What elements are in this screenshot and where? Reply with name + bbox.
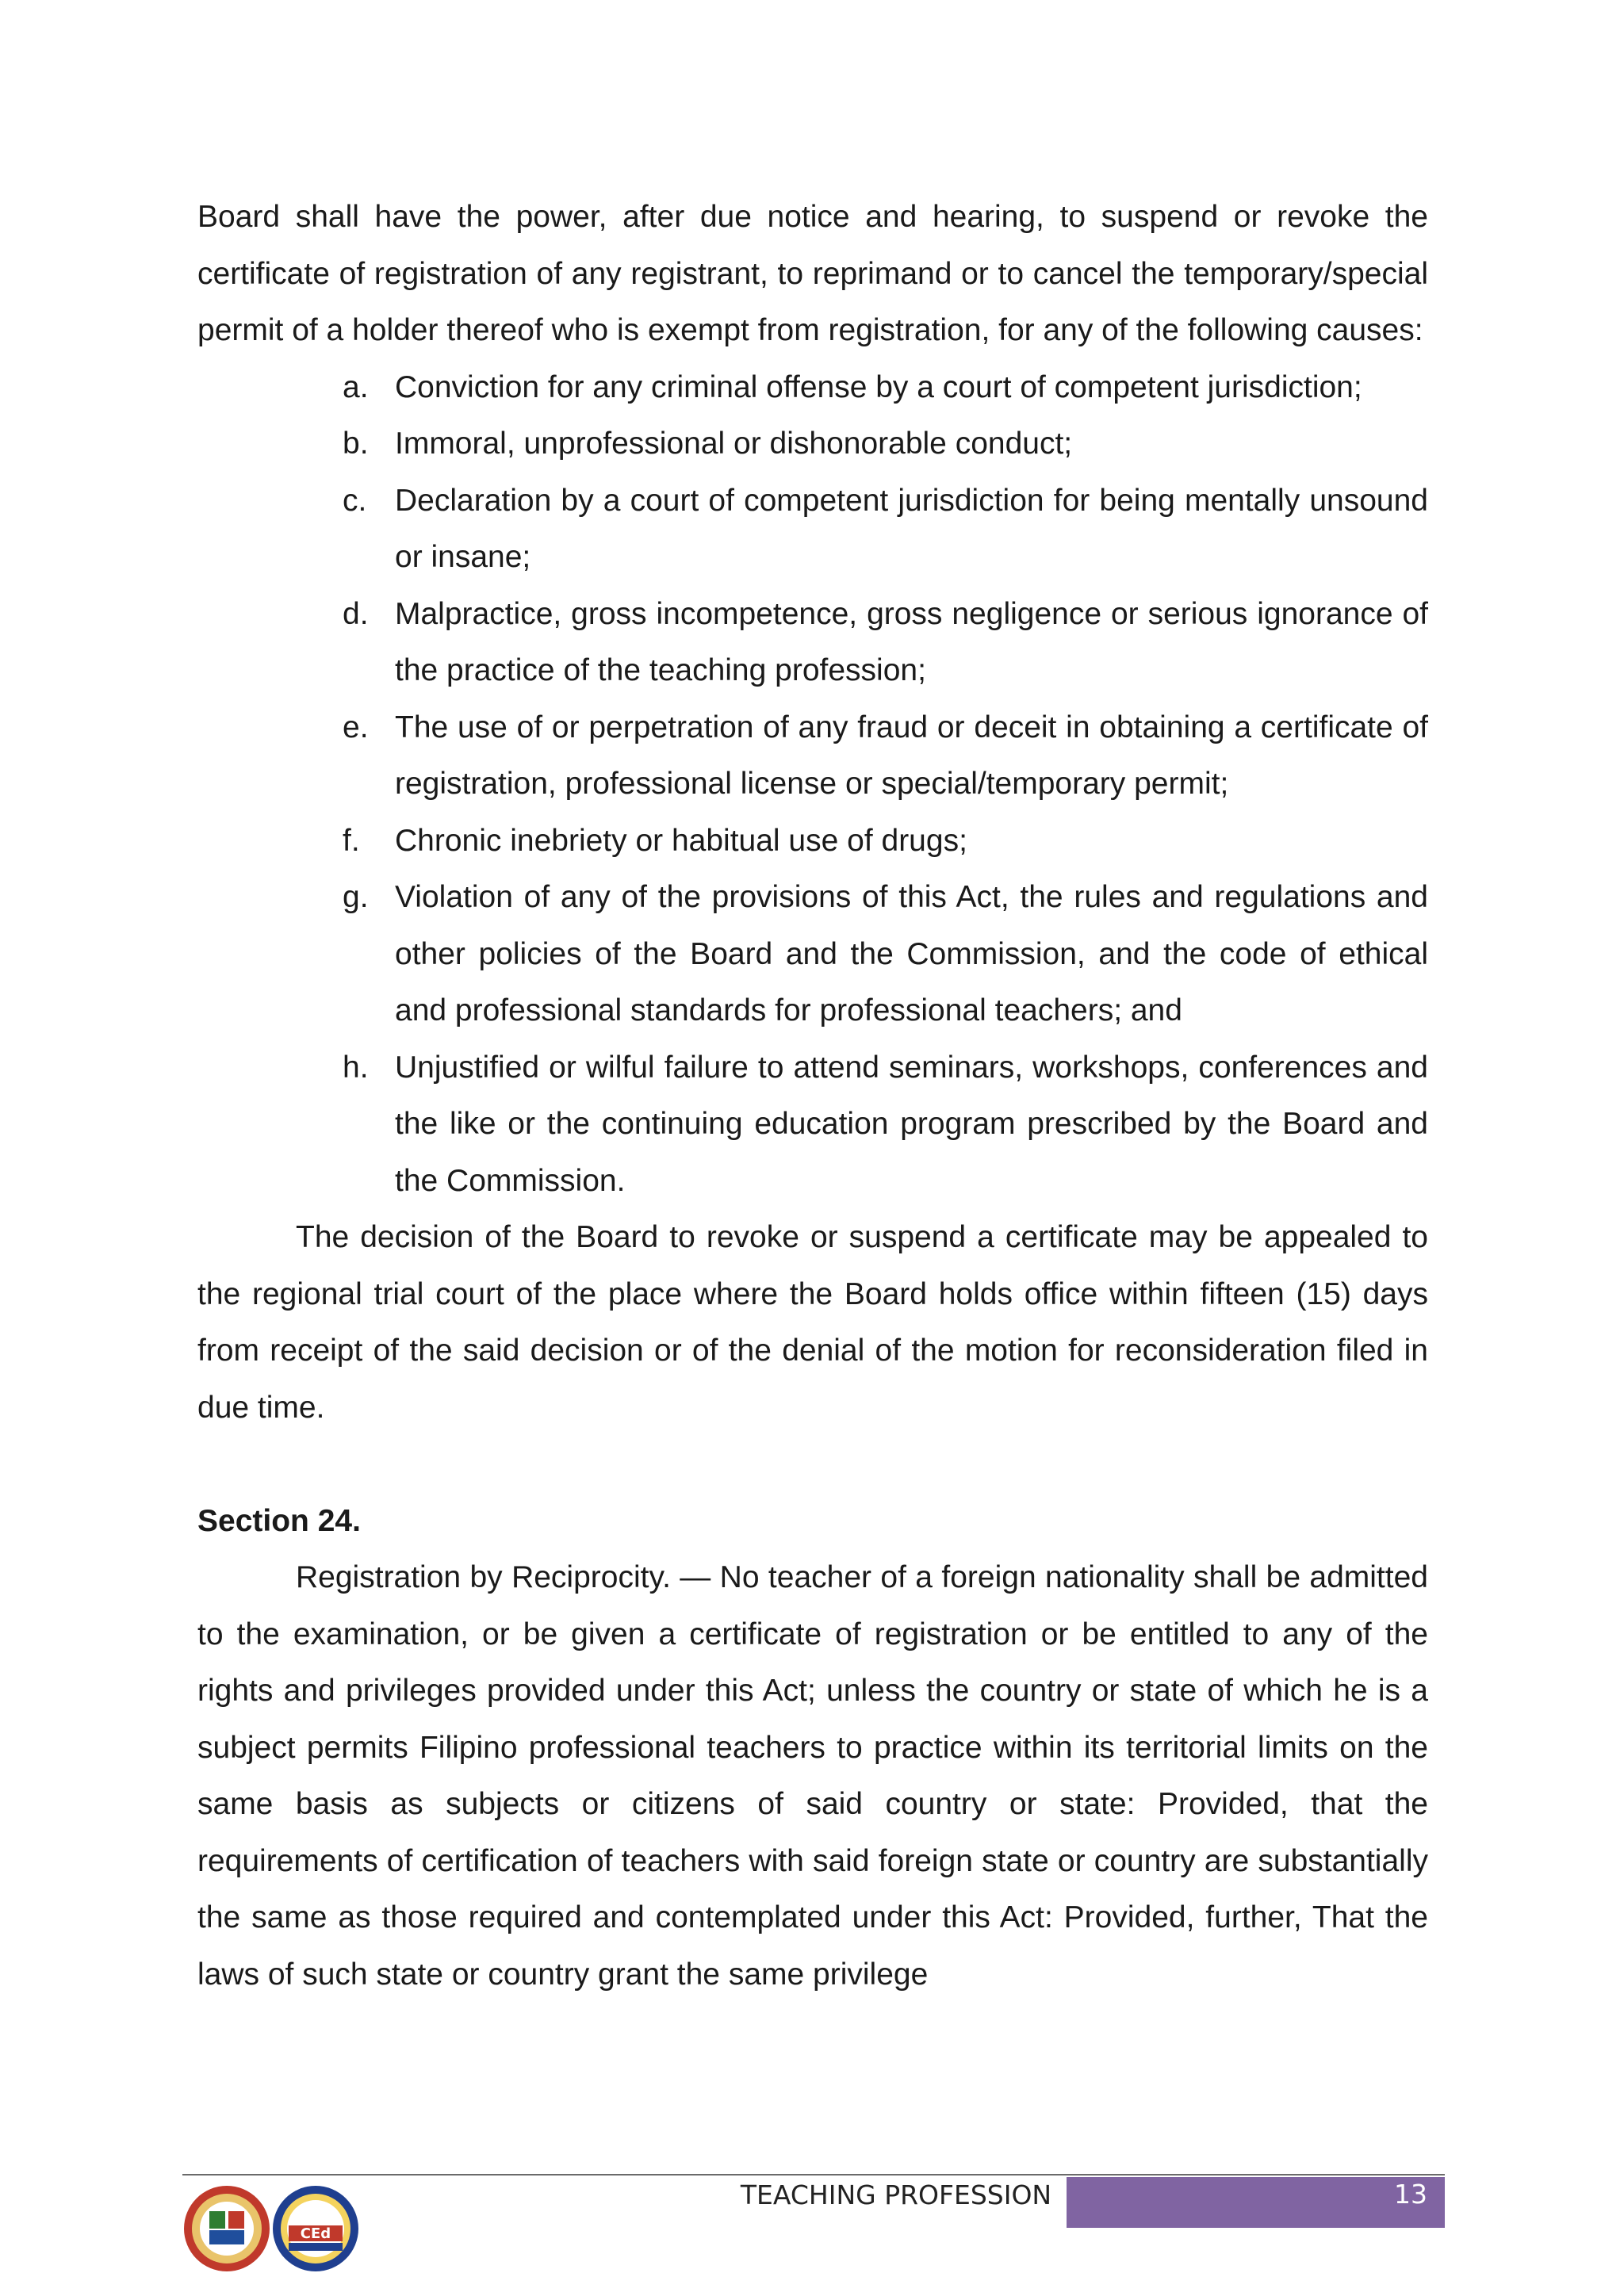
list-item-text: Chronic inebriety or habitual use of drugs; xyxy=(395,823,967,858)
list-item xyxy=(343,813,1428,870)
section-heading: Section 24. xyxy=(197,1503,361,1538)
list-item-text: The use of or perpetration of any fraud or deceit in obtaining a certificate of registration, professional license or special/temporary permit; xyxy=(395,710,1428,801)
list-item xyxy=(343,473,1428,586)
section-paragraph: Registration by Reciprocity. — No teacher of a foreign nationality shall be admitted to the examination, or be given a certificate of registration or be entitled to any of the rights and privileges provided under this Act; unless the country or state of which he is a subject permits Filipino professional teachers to practice within its territorial limits on the same basis as subjects or citizens of said country or state: Provided, that the requirements of certification of teachers with said foreign state or country are substantially the same as those required and contemplated under this Act: Provided, further, That the laws of such state or country grant the same privilege xyxy=(197,1560,1428,1992)
list-marker: b. xyxy=(343,427,369,461)
footer-title: TEACHING PROFESSION xyxy=(740,2179,1052,2210)
intro-paragraph: Board shall have the power, after due notice and hearing, to suspend or revoke the certificate of registration of any registrant, to reprimand or to cancel the temporary/special permit of a holder thereof who is exempt from registration, for any of the following causes: xyxy=(197,200,1428,347)
list-marker: f. xyxy=(343,823,360,858)
list-item xyxy=(343,359,1428,416)
list-item xyxy=(343,869,1428,1039)
list-marker: a. xyxy=(343,369,369,404)
list-item-text: Conviction for any criminal offense by a court of competent jurisdiction; xyxy=(395,369,1362,404)
college-of-education-seal-icon xyxy=(271,2184,360,2273)
list-item-text: Malpractice, gross incompetence, gross negligence or serious ignorance of the practice of the teaching profession; xyxy=(395,596,1428,687)
list-item xyxy=(343,1039,1428,1210)
list-item xyxy=(343,699,1428,813)
list-marker: e. xyxy=(343,710,369,744)
list-item-text: Immoral, unprofessional or dishonorable conduct; xyxy=(395,427,1073,461)
university-seal-icon xyxy=(182,2184,271,2273)
list-marker: g. xyxy=(343,880,369,914)
list-item xyxy=(343,415,1428,473)
page-number: 13 xyxy=(1067,2177,1445,2228)
causes-list xyxy=(197,359,1428,1210)
list-item-text: Unjustified or wilful failure to attend seminars, workshops, conferences and the like or the continuing education program prescribed by the Board and the Commission. xyxy=(395,1050,1428,1198)
list-item-text: Violation of any of the provisions of this Act, the rules and regulations and other policies of the Board and the Commission, and the code of ethical and professional standards for professional teachers; and xyxy=(395,880,1428,1027)
footer-divider xyxy=(182,2174,1445,2175)
seal-text: CEd xyxy=(300,2225,331,2242)
list-marker: c. xyxy=(343,483,367,518)
list-item xyxy=(343,586,1428,699)
list-marker: d. xyxy=(343,596,369,631)
appeal-paragraph: The decision of the Board to revoke or suspend a certificate may be appealed to the regional trial court of the place where the Board holds office within fifteen (15) days from receipt of the said decision or of the denial of the motion for reconsideration filed in due time. xyxy=(197,1220,1428,1425)
list-item-text: Declaration by a court of competent jurisdiction for being mentally unsound or insane; xyxy=(395,483,1428,574)
page-body xyxy=(197,189,1428,2003)
list-marker: h. xyxy=(343,1050,369,1085)
